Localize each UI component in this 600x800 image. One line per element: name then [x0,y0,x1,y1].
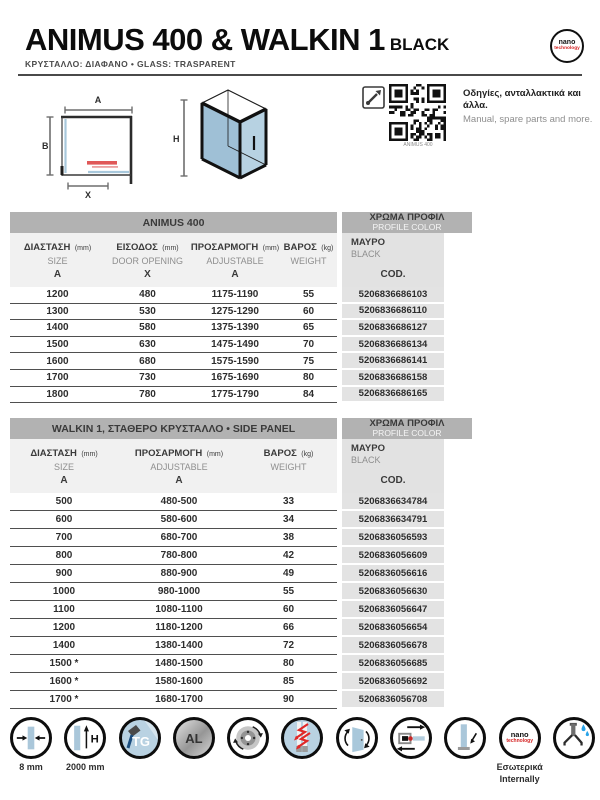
tempered-glass-icon [122,720,158,756]
table-row [10,529,472,547]
table1-rows [10,287,472,403]
qr-caption: ANIMUS 400 [403,142,433,148]
table-cell: 55 [282,586,295,597]
table-cell: 1580-1600 [155,676,203,687]
table-cell: 780-800 [160,550,198,561]
col-black: ΜΑΥΡΟ BLACK [342,233,444,266]
table-cell: 480-500 [160,496,198,507]
cod-cell: 5206836056692 [342,673,444,691]
table-cell: 80 [302,372,315,384]
table-cell: 84 [302,388,315,400]
page-subtitle: ΚΡΥΣΤΑΛΛΟ: ΔΙΑΦΑΝΟ • GLASS: TRASPARENT [25,59,236,69]
table-cell: 55 [302,289,315,301]
table-cell: 60 [302,305,315,317]
table-cell: 33 [282,496,295,507]
cod-cell: 5206836686165 [342,387,444,404]
table-row [10,637,472,655]
cod-cell: 5206836056609 [342,547,444,565]
dim-label-b: B [42,141,49,151]
table-cell: 1600 * [49,676,79,687]
col-adjustable: ΠΡΟΣΑΡΜΟΓΗ (mm) ADJUSTABLE [134,448,224,472]
table-cell: 72 [282,640,295,651]
cod-cell: 5206836056678 [342,637,444,655]
table-row [10,493,472,511]
table-cell: 66 [282,622,295,633]
cod-cell: 5206836056647 [342,601,444,619]
nano-technology-badge [550,29,584,63]
sub-cod: COD. [342,266,444,287]
cod-cell: 5206836686134 [342,337,444,354]
table-cell: 60 [282,604,295,615]
table-cell: 1080-1100 [155,604,203,615]
table-cell: 1400 [46,322,69,334]
dim-label-h: H [173,134,180,144]
table-cell: 900 [55,568,73,579]
manual-text-block [463,88,593,126]
table-row [10,511,472,529]
table-row [10,370,472,387]
col-size: ΔΙΑΣΤΑΣΗ (mm) SIZE [30,448,98,472]
glass-thickness-label: 8 mm [19,762,43,772]
cod-cell: 5206836634784 [342,493,444,511]
table1-subheader [10,266,472,287]
aluminum-label: AL [185,730,203,746]
sub-a: A [60,475,68,486]
sub-a2: A [231,269,239,280]
table1-header [10,233,472,266]
cod-cell: 5206836686141 [342,353,444,370]
table-cell: 1700 [46,372,69,384]
table-cell: 1100 [53,604,75,615]
table-cell: 1480-1500 [155,658,203,669]
bearing-wheels-icon [231,721,265,755]
cod-cell: 5206836056654 [342,619,444,637]
glass-thickness-icon [14,721,48,755]
icon-bearing-wheels [227,717,269,759]
table2-rows [10,493,472,709]
table-cell: 1500 * [49,658,79,669]
table-cell: 1700 * [49,694,79,705]
table-row [10,691,472,709]
top-view-diagram [40,86,160,206]
icon-heat-resistance [281,717,323,759]
table-cell: 1000 [52,586,76,597]
table-cell: 730 [139,372,156,384]
table-cell: 1400 [52,640,76,651]
table-cell: 65 [302,322,315,334]
col-door-opening: ΕΙΣΟΔΟΣ (mm) DOOR OPENING [111,242,183,266]
cod-cell: 5206836686103 [342,287,444,304]
table-cell: 1800 [46,388,69,400]
table-cell: 42 [282,550,295,561]
icon-nano-technology [496,717,543,784]
table-row [10,387,472,404]
sub-x: X [144,269,151,280]
table-row [10,583,472,601]
soft-close-icon [394,721,428,755]
table2-color-band [342,418,472,439]
table-cell: 90 [282,694,295,705]
nano-badge-line2: technology [554,46,580,52]
cod-cell: 5206836056616 [342,565,444,583]
nano-icon-text: nano technology [506,729,533,745]
header-divider [18,74,582,76]
table-cell: 530 [139,305,156,317]
table-row [10,565,472,583]
table-cell: 1680-1700 [155,694,203,705]
table-cell: 700 [55,532,73,543]
table-row [10,619,472,637]
sub-a2: A [175,475,183,486]
table-row [10,601,472,619]
qr-code [389,84,446,141]
table2-title: WALKIN 1, ΣΤΑΘΕΡΟ ΚΡΥΣΤΑΛΛΟ • SIDE PANEL [10,418,337,439]
table-row [10,337,472,354]
table-cell: 1575-1590 [211,355,259,367]
table-cell: 1500 [46,339,69,351]
icon-easy-clean [553,717,595,759]
cod-cell: 5206836634791 [342,511,444,529]
table-cell: 800 [55,550,73,561]
reversible-door-icon [340,721,374,755]
isometric-diagram [170,84,290,206]
sub-empty [280,266,337,287]
table-row [10,287,472,304]
table2-band [10,418,472,439]
table-cell: 630 [139,339,156,351]
cod-cell: 5206836056708 [342,691,444,709]
table-cell: 70 [302,339,315,351]
col-black: ΜΑΥΡΟ BLACK [342,439,444,472]
sub-empty [240,472,337,493]
table1-color-band [342,212,472,233]
title-main: ANIMUS 400 & WALKIN 1 [25,22,385,57]
svg-text:TG: TG [131,734,150,749]
color-band-en: PROFILE COLOR [372,427,442,438]
table-row [10,673,472,691]
dim-label-x: X [84,190,92,200]
table-row [10,547,472,565]
table-cell: 1180-1200 [155,622,203,633]
table-cell: 680-700 [160,532,198,543]
table-cell: 600 [55,514,73,525]
table2-subheader [10,472,472,493]
icon-reversible-door [336,717,378,759]
table-cell: 480 [139,289,156,301]
table-cell: 980-1000 [157,586,201,597]
cod-cell: 5206836056593 [342,529,444,547]
nano-badge-line1: nano [558,39,576,47]
table-row [10,655,472,673]
manual-text-en: Manual, spare parts and more. [463,113,593,125]
cod-cell: 5206836686127 [342,320,444,337]
table-cell: 780 [139,388,156,400]
nano-internally-label: Εσωτερικά Internally [496,762,543,784]
heat-resistance-icon [284,720,320,756]
page-title [25,22,449,58]
table-cell: 1175-1190 [211,289,259,301]
table-cell: 580-600 [160,514,198,525]
cod-cell: 5206836056685 [342,655,444,673]
table-cell: 580 [139,322,156,334]
table-cell: 1380-1400 [155,640,203,651]
color-band-gr: ΧΡΩΜΑ ΠΡΟΦΙΛ [369,418,445,429]
table-cell: 1275-1290 [211,305,259,317]
dim-label-a: A [94,95,102,105]
icon-aluminum [173,717,215,759]
table-cell: 49 [282,568,295,579]
table-cell: 1300 [46,305,69,317]
cod-cell: 5206836686158 [342,370,444,387]
table1-band [10,212,472,233]
table-cell: 500 [55,496,73,507]
cod-cell: 5206836686110 [342,304,444,321]
table-cell: 85 [282,676,295,687]
icon-glass-thickness [10,717,52,772]
table-row [10,320,472,337]
table1-title: ANIMUS 400 [10,212,337,233]
col-adjustable: ΠΡΟΣΑΡΜΟΓΗ (mm) ADJUSTABLE [190,242,280,266]
table-cell: 1775-1790 [211,388,259,400]
table-row [10,353,472,370]
col-weight: ΒΑΡΟΣ (kg) WEIGHT [283,242,334,266]
table-cell: 38 [282,532,295,543]
glass-height-icon [68,721,102,755]
wall-fixing-icon [448,721,482,755]
glass-height-label: 2000 mm [66,762,105,772]
color-band-gr: ΧΡΩΜΑ ΠΡΟΦΙΛ [369,212,445,223]
table-cell: 80 [282,658,295,669]
table2-header [10,439,472,472]
icon-wall-fixing [444,717,486,759]
table-cell: 1600 [46,355,69,367]
icon-tempered-glass [119,717,161,759]
table-cell: 1200 [52,622,76,633]
sliding-door-marker [87,161,117,165]
manual-text-gr: Οδηγίες, ανταλλακτικά και άλλα. [463,88,581,111]
table-row [10,304,472,321]
table-cell: 1200 [46,289,69,301]
table-cell: 680 [139,355,156,367]
feature-icons-row [10,717,595,784]
table-cell: 34 [282,514,295,525]
icon-glass-height [64,717,106,772]
col-weight: ΒΑΡΟΣ (kg) WEIGHT [263,448,314,472]
table-cell: 1675-1690 [211,372,259,384]
table-cell: 1375-1390 [211,322,259,334]
table-cell: 1475-1490 [211,339,259,351]
svg-text:H: H [90,733,100,746]
sub-a: A [53,269,62,280]
col-size: ΔΙΑΣΤΑΣΗ (mm) SIZE [23,242,92,266]
sub-cod: COD. [342,472,444,493]
table-cell: 75 [302,355,315,367]
table-walkin1 [10,418,472,709]
title-suffix: BLACK [389,35,450,54]
cod-cell: 5206836056630 [342,583,444,601]
table-cell: 880-900 [160,568,198,579]
tools-icon [362,86,385,109]
icon-soft-close [390,717,432,759]
table-animus400 [10,212,472,403]
color-band-en: PROFILE COLOR [372,221,442,232]
easy-clean-icon [557,721,591,755]
